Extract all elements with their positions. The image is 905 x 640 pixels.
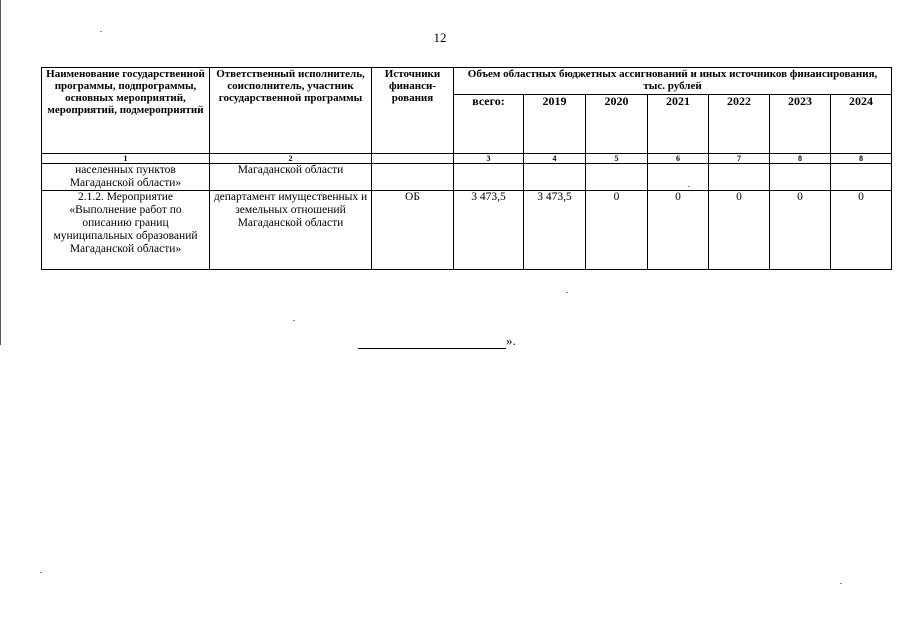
budget-table xyxy=(41,67,892,270)
column-number: 1 xyxy=(42,154,210,164)
signature-line xyxy=(358,337,506,349)
cell-2019: 3 473,5 xyxy=(524,191,586,270)
table-row xyxy=(42,191,892,270)
column-number: 8 xyxy=(831,154,892,164)
column-number xyxy=(372,154,454,164)
column-number: 3 xyxy=(454,154,524,164)
header-year: 2023 xyxy=(770,95,831,154)
closing-quote: ». xyxy=(506,333,516,348)
header-budget-group: Объем областных бюджетных ассигнований и иных источников финансирования, тыс. рублей xyxy=(454,68,892,95)
cell-source: ОБ xyxy=(372,191,454,270)
column-number: 2 xyxy=(210,154,372,164)
cell-2020: 0 xyxy=(586,191,648,270)
column-number: 6 xyxy=(648,154,709,164)
column-number: 4 xyxy=(524,154,586,164)
continuation-row xyxy=(42,164,892,191)
scan-speck xyxy=(100,31,102,32)
scan-speck xyxy=(293,320,295,321)
cell-total: 3 473,5 xyxy=(454,191,524,270)
scan-speck xyxy=(566,292,568,293)
cell-2021: 0 xyxy=(648,191,709,270)
cell-2023: 0 xyxy=(770,191,831,270)
cell-name: населенных пунктов Магаданской области» xyxy=(42,164,210,191)
closing-mark xyxy=(358,333,516,349)
page-number: 12 xyxy=(433,30,447,45)
column-number-row xyxy=(42,154,892,164)
column-number: 5 xyxy=(586,154,648,164)
cell-name: 2.1.2. Мероприятие «Выполнение работ по описанию границ муниципальных образований Магаданской области» xyxy=(42,191,210,270)
scan-speck xyxy=(40,572,42,573)
header-year: 2021 xyxy=(648,95,709,154)
header-year: 2020 xyxy=(586,95,648,154)
header-sources: Источники финанси-рования xyxy=(372,68,454,154)
cell-2022: 0 xyxy=(709,191,770,270)
cell-executor: департамент имущественных и земельных отношений Магаданской области xyxy=(210,191,372,270)
scan-edge-line xyxy=(0,0,1,345)
header-year: 2019 xyxy=(524,95,586,154)
header-year: 2022 xyxy=(709,95,770,154)
scan-speck xyxy=(840,583,842,584)
header-name: Наименование государственной программы, подпрограммы, основных мероприятий, мероприятий, подмероприятий xyxy=(42,68,210,154)
header-year: 2024 xyxy=(831,95,892,154)
column-number: 7 xyxy=(709,154,770,164)
cell-executor: Магаданской области xyxy=(210,164,372,191)
header-total: всего: xyxy=(454,95,524,154)
column-number: 8 xyxy=(770,154,831,164)
header-row-top xyxy=(42,68,892,95)
cell-2024: 0 xyxy=(831,191,892,270)
scan-speck xyxy=(688,186,690,187)
header-executor: Ответственный исполнитель, соисполнитель, участник государственной программы xyxy=(210,68,372,154)
